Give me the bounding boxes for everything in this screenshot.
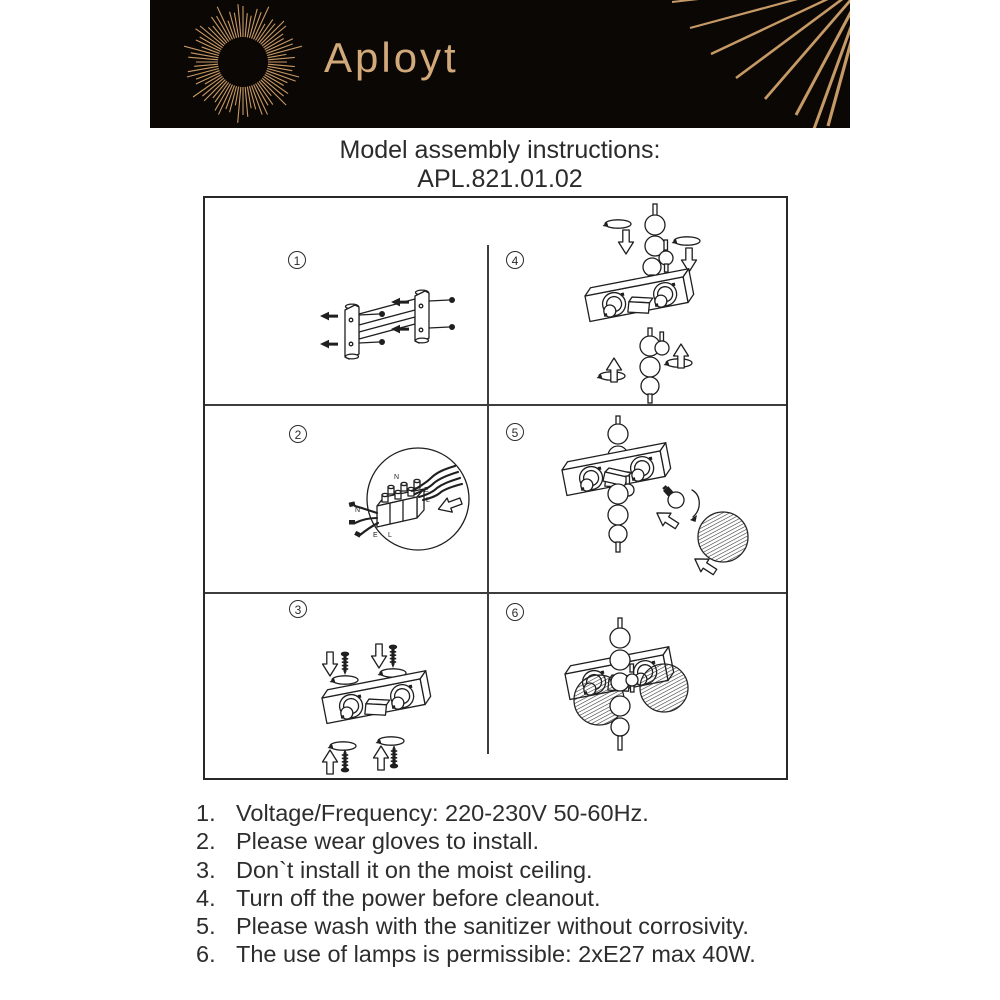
corner-rays-icon (150, 0, 850, 128)
brand-banner (150, 0, 850, 128)
bracket-arm (359, 299, 415, 339)
model-code: APL.821.01.02 (417, 165, 583, 193)
direction-arrow (436, 494, 464, 516)
step-number-badge: 2 (289, 425, 307, 443)
left-mount-plate (345, 304, 359, 359)
note-text: Please wear gloves to install. (236, 828, 540, 855)
wire-label-e-top: E (424, 487, 429, 494)
note-text: Voltage/Frequency: 220-230V 50-60Hz. (236, 800, 649, 826)
note-number: 6. (196, 941, 216, 968)
note-item (196, 884, 866, 912)
step-number-badge: 6 (506, 603, 524, 621)
step-number-badge: 5 (506, 423, 524, 441)
wire-label-n-bottom: N (355, 507, 361, 514)
wiring-diagram (205, 406, 487, 592)
bulb-shade-diagram (487, 406, 786, 592)
wire-label-l-top: L (426, 497, 430, 504)
brand-logo-text: Aployt (324, 34, 459, 81)
back-plate (584, 269, 696, 325)
lower-bead-stem (608, 476, 634, 552)
note-number: 2. (196, 828, 216, 855)
note-item (196, 856, 866, 884)
note-text: Please wash with the sanitizer without corrosivity. (236, 913, 749, 940)
panel-step-1 (205, 198, 487, 404)
panel-step-6 (487, 594, 786, 777)
panel-step-4 (487, 198, 786, 404)
lower-bead-stem (640, 328, 669, 403)
insert-bulb-arrow (653, 507, 681, 533)
note-item (196, 799, 866, 827)
bracket-diagram (205, 198, 487, 404)
lamp-shade (698, 512, 748, 562)
right-mount-plate (415, 290, 429, 343)
light-bulb (661, 484, 684, 508)
note-number: 1. (196, 800, 216, 826)
assembly-diagram (203, 196, 788, 780)
note-text: The use of lamps is permissible: 2xE27 max 40W. (236, 941, 756, 968)
lamp-shade-right (640, 664, 688, 712)
page-title: Model assembly instructions: (339, 136, 661, 164)
wire-label-l-bottom: L (388, 532, 392, 539)
note-item (196, 912, 866, 940)
notes-list (196, 799, 866, 969)
assembled-fixture-diagram (487, 594, 786, 777)
back-plate (321, 671, 433, 727)
wire-label-n-top: N (394, 474, 400, 481)
note-number: 3. (196, 856, 216, 883)
panel-step-3 (205, 594, 487, 777)
panel-step-5 (487, 406, 786, 592)
rotate-bulb-arrow (690, 490, 699, 522)
anchor-arrows-and-bolts (320, 297, 455, 348)
title-block (0, 136, 1000, 194)
note-item (196, 827, 866, 855)
note-number: 4. (196, 884, 216, 911)
step-number-badge: 4 (506, 251, 524, 269)
note-item (196, 940, 866, 968)
stem-attach-diagram (487, 198, 786, 404)
step-number-badge: 3 (289, 600, 307, 618)
bead-stem (610, 618, 638, 750)
note-text: Turn off the power before cleanout. (236, 884, 601, 911)
wire-label-e-bottom: E (373, 532, 378, 539)
upper-bead-stem (643, 204, 673, 283)
terminal-block (377, 479, 424, 527)
panel-step-2 (205, 406, 487, 592)
note-number: 5. (196, 913, 216, 940)
step-number-badge: 1 (288, 251, 306, 269)
note-text: Don`t install it on the moist ceiling. (236, 856, 593, 883)
plate-screws-diagram (205, 594, 487, 777)
